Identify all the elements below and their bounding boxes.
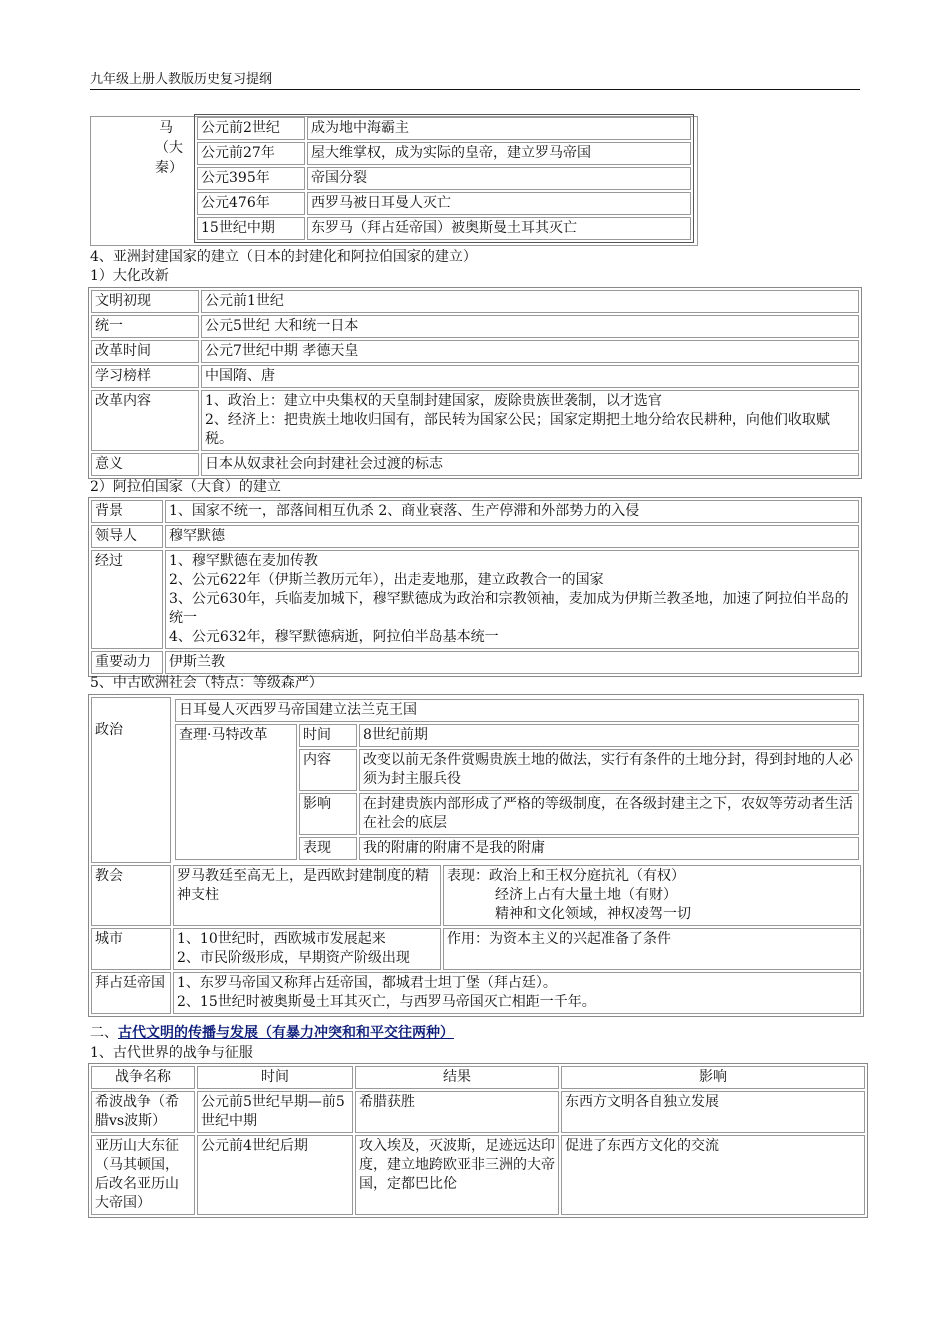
table-row: [91, 972, 861, 1014]
table-row: [197, 117, 691, 140]
table-row: [91, 340, 859, 363]
arab-value: 伊斯兰教: [165, 651, 859, 674]
church-right: [443, 865, 861, 926]
church-detail-2: 经济上占有大量土地（有财）: [495, 887, 677, 903]
table-row: [91, 1135, 865, 1215]
part2-title: 古代文明的传播与发展（有暴力冲突和和平交往两种）: [118, 1025, 454, 1041]
taika-key: 学习榜样: [91, 365, 199, 388]
europe-table: [88, 694, 864, 1017]
rome-time: 公元前2世纪: [197, 117, 305, 140]
politics-key: [91, 697, 171, 863]
rome-event: 东罗马（拜占廷帝国）被奥斯曼土耳其灭亡: [307, 217, 691, 240]
arab-process-3: 3、公元630年，兵临麦加城下，穆罕默德成为政治和宗教领袖，麦加成为伊斯兰教圣地，加速了阿拉伯半岛的统一: [169, 591, 849, 626]
politics-label: 政治: [95, 722, 123, 738]
reform-key: 时间: [299, 724, 357, 747]
table-row: [91, 365, 859, 388]
table-row: [91, 928, 861, 970]
city-line-2: 2、市民阶级形成，早期资产阶级出现: [177, 950, 410, 966]
taika-value: [201, 390, 859, 451]
byzantine-value: [173, 972, 861, 1014]
table-row: [197, 192, 691, 215]
rome-time: 15世纪中期: [197, 217, 305, 240]
taika-key: 统一: [91, 315, 199, 338]
politics-top: 日耳曼人灭西罗马帝国建立法兰克王国: [175, 699, 859, 722]
taika-value: 公元5世纪 大和统一日本: [201, 315, 859, 338]
reform-value: 8世纪前期: [359, 724, 859, 747]
rome-event: 帝国分裂: [307, 167, 691, 190]
reform-value: 我的附庸的附庸不是我的附庸: [359, 837, 859, 860]
arab-process-1: 1、穆罕默德在麦加传教: [169, 553, 318, 569]
byzantine-key: 拜占廷帝国: [91, 972, 171, 1014]
taika-value: 公元7世纪中期 孝德天皇: [201, 340, 859, 363]
war-result: 希腊获胜: [355, 1091, 559, 1133]
table-row: [197, 167, 691, 190]
war-impact: 促进了东西方文化的交流: [561, 1135, 865, 1215]
arab-value: 1、国家不统一，部落间相互仇杀 2、商业衰落、生产停滞和外部势力的入侵: [165, 500, 859, 523]
church-detail-3: 精神和文化领域，神权凌驾一切: [495, 906, 691, 922]
rome-time: 公元395年: [197, 167, 305, 190]
part2-prefix: 二、: [90, 1025, 118, 1041]
table-row: [197, 142, 691, 165]
reform-value: 改变以前无条件赏赐贵族土地的做法，实行有条件的土地分封，得到封地的人必须为封主服兵役: [359, 749, 859, 791]
table-row: [91, 500, 859, 523]
table-row: [91, 550, 859, 649]
rome-event: 成为地中海霸主: [307, 117, 691, 140]
city-effect: 作用：为资本主义的兴起准备了条件: [443, 928, 861, 970]
section4-sub2: 2）阿拉伯国家（大食）的建立: [90, 479, 281, 495]
table-row: [91, 525, 859, 548]
column-header: 影响: [561, 1066, 865, 1089]
taika-value: 中国隋、唐: [201, 365, 859, 388]
table-row: [91, 315, 859, 338]
politics-cell: [173, 697, 861, 863]
taika-content-1: 1、政治上：建立中央集权的天皇制封建国家，废除贵族世袭制，以才选官: [205, 393, 662, 409]
byzantine-line-1: 1、东罗马帝国又称拜占廷帝国，都城君士坦丁堡（拜占廷）。: [177, 975, 557, 991]
table-row: [197, 217, 691, 240]
taika-key: 意义: [91, 453, 199, 476]
war-name: 希波战争（希腊vs波斯）: [91, 1091, 195, 1133]
column-header: 结果: [355, 1066, 559, 1089]
rome-event: 屋大维掌权，成为实际的皇帝，建立罗马帝国: [307, 142, 691, 165]
taika-value: 公元前1世纪: [201, 290, 859, 313]
table-row: [91, 651, 859, 674]
city-line-1: 1、10世纪时，西欧城市发展起来: [177, 931, 386, 947]
reform-value: 在封建贵族内部形成了严格的等级制度，在各级封建主之下，农奴等劳动者生活在社会的底层: [359, 793, 859, 835]
taika-content-2: 2、经济上：把贵族土地收归国有，部民转为国家公民；国家定期把土地分给农民耕种，向他们收取赋税。: [205, 412, 830, 447]
reform-name: 查理·马特改革: [175, 724, 297, 860]
table-row: [91, 865, 861, 926]
arab-key: 背景: [91, 500, 163, 523]
war-time: 公元前5世纪早期—前5世纪中期: [197, 1091, 353, 1133]
rome-table: [194, 114, 694, 243]
table-row: [91, 1091, 865, 1133]
table-row: [91, 390, 859, 451]
reform-key: 内容: [299, 749, 357, 791]
rome-event: 西罗马被日耳曼人灭亡: [307, 192, 691, 215]
politics-inner: [173, 697, 861, 862]
reform-key: 表现: [299, 837, 357, 860]
war-result: 攻入埃及，灭波斯，足迹远达印度，建立地跨欧亚非三洲的大帝国，定都巴比伦: [355, 1135, 559, 1215]
church-value: 罗马教廷至高无上，是西欧封建制度的精神支柱: [173, 865, 441, 926]
taika-value: 日本从奴隶社会向封建社会过渡的标志: [201, 453, 859, 476]
part2-heading: [90, 1024, 454, 1043]
column-header: 时间: [197, 1066, 353, 1089]
reform-key: 影响: [299, 793, 357, 835]
table-row: [91, 697, 861, 863]
table-header-row: [91, 1066, 865, 1089]
taika-table: [88, 287, 862, 479]
section4-sub1: 1）大化改新: [90, 268, 169, 284]
rome-time: 公元前27年: [197, 142, 305, 165]
church-detail-1: 表现：政治上和王权分庭抗礼（有权）: [447, 868, 685, 884]
taika-key: 改革内容: [91, 390, 199, 451]
arab-table: [88, 497, 862, 677]
table-row: [91, 290, 859, 313]
city-key: 城市: [91, 928, 171, 970]
section5-heading: 5、中古欧洲社会（特点：等级森严）: [90, 675, 323, 691]
war-time: 公元前4世纪后期: [197, 1135, 353, 1215]
column-header: 战争名称: [91, 1066, 195, 1089]
city-value: [173, 928, 441, 970]
arab-value: [165, 550, 859, 649]
arab-key: 重要动力: [91, 651, 163, 674]
war-name: 亚历山大东征（马其顿国，后改名亚历山大帝国）: [91, 1135, 195, 1215]
rome-time: 公元476年: [197, 192, 305, 215]
arab-value: 穆罕默德: [165, 525, 859, 548]
church-key: 教会: [91, 865, 171, 926]
byzantine-line-2: 2、15世纪时被奥斯曼土耳其灭亡，与西罗马帝国灭亡相距一千年。: [177, 994, 596, 1010]
taika-key: 改革时间: [91, 340, 199, 363]
rome-label: 马（大秦）: [155, 120, 183, 176]
war-impact: 东西方文明各自独立发展: [561, 1091, 865, 1133]
table-row: [91, 453, 859, 476]
arab-key: 领导人: [91, 525, 163, 548]
page-header: 九年级上册人教版历史复习提纲: [90, 68, 860, 90]
arab-process-2: 2、公元622年（伊斯兰教历元年），出走麦地那，建立政教合一的国家: [169, 572, 604, 588]
section4-heading: 4、亚洲封建国家的建立（日本的封建化和阿拉伯国家的建立）: [90, 249, 477, 265]
war-table: [88, 1063, 868, 1218]
arab-key: 经过: [91, 550, 163, 649]
arab-process-4: 4、公元632年，穆罕默德病逝，阿拉伯半岛基本统一: [169, 629, 499, 645]
taika-key: 文明初现: [91, 290, 199, 313]
part2-sub1: 1、古代世界的战争与征服: [90, 1045, 253, 1061]
